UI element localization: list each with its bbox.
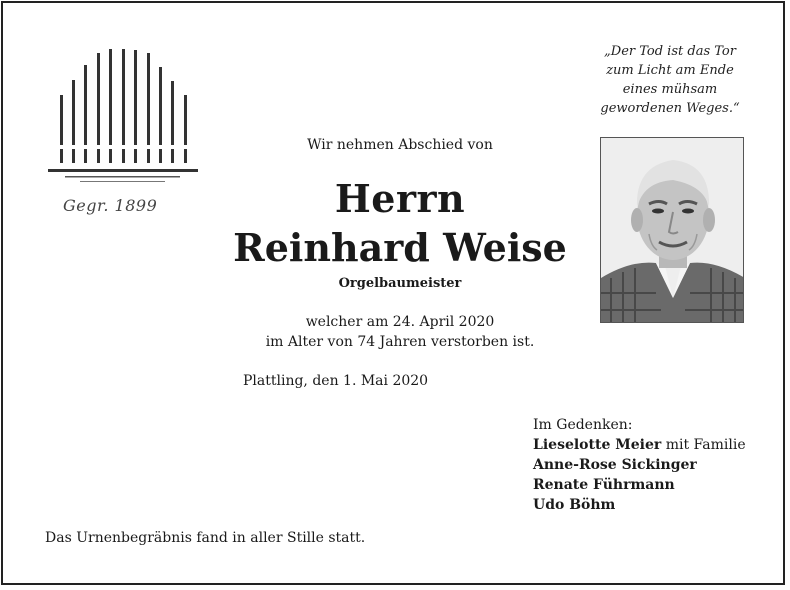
mourner-entry	[533, 455, 746, 475]
quote-line: „Der Tod ist das Tor	[604, 44, 736, 59]
mourner-suffix: mit Familie	[661, 437, 746, 453]
quote	[590, 42, 750, 118]
age-line: im Alter von 74 Jahren verstorben ist.	[265, 334, 535, 350]
place-date: Plattling, den 1. Mai 2020	[243, 373, 429, 389]
mourner-name: Anne-Rose Sickinger	[533, 457, 697, 473]
mourner-entry	[533, 435, 746, 455]
salutation: Herrn	[334, 176, 466, 221]
quote-line: gewordenen Weges.“	[600, 101, 740, 116]
intro-text: Wir nehmen Abschied von	[307, 137, 493, 153]
quote-line: zum Licht am Ende	[606, 63, 734, 78]
mourner-name: Lieselotte Meier	[533, 437, 662, 453]
burial-note: Das Urnenbegräbnis fand in aller Stille statt.	[45, 530, 366, 546]
mourner-name: Udo Böhm	[533, 497, 616, 513]
founded-label: Gegr. 1899	[63, 196, 158, 215]
mourners-block	[533, 415, 746, 515]
mourners-heading: Im Gedenken:	[533, 417, 633, 433]
portrait-photo	[600, 137, 744, 323]
deceased-name: Reinhard Weise	[233, 225, 567, 270]
profession: Orgelbaumeister	[338, 276, 462, 291]
quote-line: eines mühsam	[622, 82, 718, 97]
mourner-entry	[533, 495, 746, 515]
mourner-name: Renate Führmann	[533, 477, 675, 493]
death-date-line: welcher am 24. April 2020	[305, 314, 495, 330]
mourner-entry	[533, 475, 746, 495]
